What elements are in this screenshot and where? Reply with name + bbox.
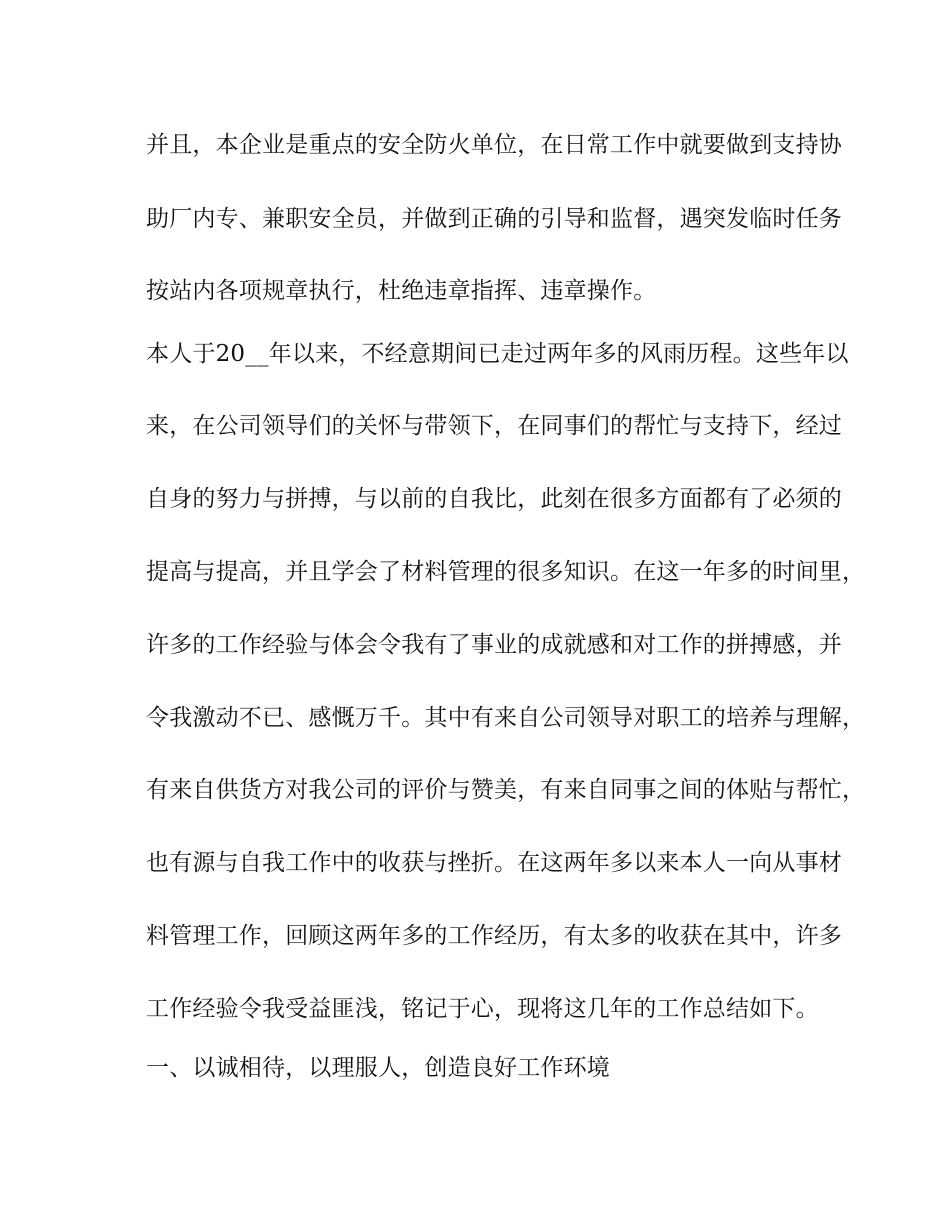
paragraph-line-3: 按站内各项规章执行，杜绝违章指挥、违章操作。: [146, 278, 657, 304]
paragraph-line-1: 并且，本企业是重点的安全防火单位，在日常工作中就要做到支持协: [146, 132, 842, 158]
paragraph-line-13: 工作经验令我受益匪浅，铭记于心，现将这几年的工作总结如下。: [146, 996, 819, 1022]
paragraph-line-6: 自身的努力与拼搏，与以前的自我比，此刻在很多方面都有了必须的: [146, 486, 842, 512]
paragraph-line-8: 许多的工作经验与体会令我有了事业的成就感和对工作的拼搏感，并: [146, 632, 842, 658]
paragraph-line-4: 本人于20__年以来，不经意期间已走过两年多的风雨历程。这些年以: [146, 341, 849, 367]
paragraph-line-5: 来，在公司领导们的关怀与带领下，在同事们的帮忙与支持下，经过: [146, 413, 842, 439]
section-heading: 一、以诚相待，以理服人，创造良好工作环境: [146, 1055, 610, 1081]
paragraph-line-11: 也有源与自我工作中的收获与挫折。在这两年多以来本人一向从事材: [146, 850, 842, 876]
paragraph-line-10: 有来自供货方对我公司的评价与赞美，有来自同事之间的体贴与帮忙，: [146, 777, 866, 803]
paragraph-line-9: 令我激动不已、感慨万千。其中有来自公司领导对职工的培养与理解，: [146, 705, 866, 731]
paragraph-line-12: 料管理工作，回顾这两年多的工作经历，有太多的收获在其中，许多: [146, 923, 842, 949]
paragraph-line-2: 助厂内专、兼职安全员，并做到正确的引导和监督，遇突发临时任务: [146, 206, 842, 232]
paragraph-line-7: 提高与提高，并且学会了材料管理的很多知识。在这一年多的时间里，: [146, 559, 866, 585]
